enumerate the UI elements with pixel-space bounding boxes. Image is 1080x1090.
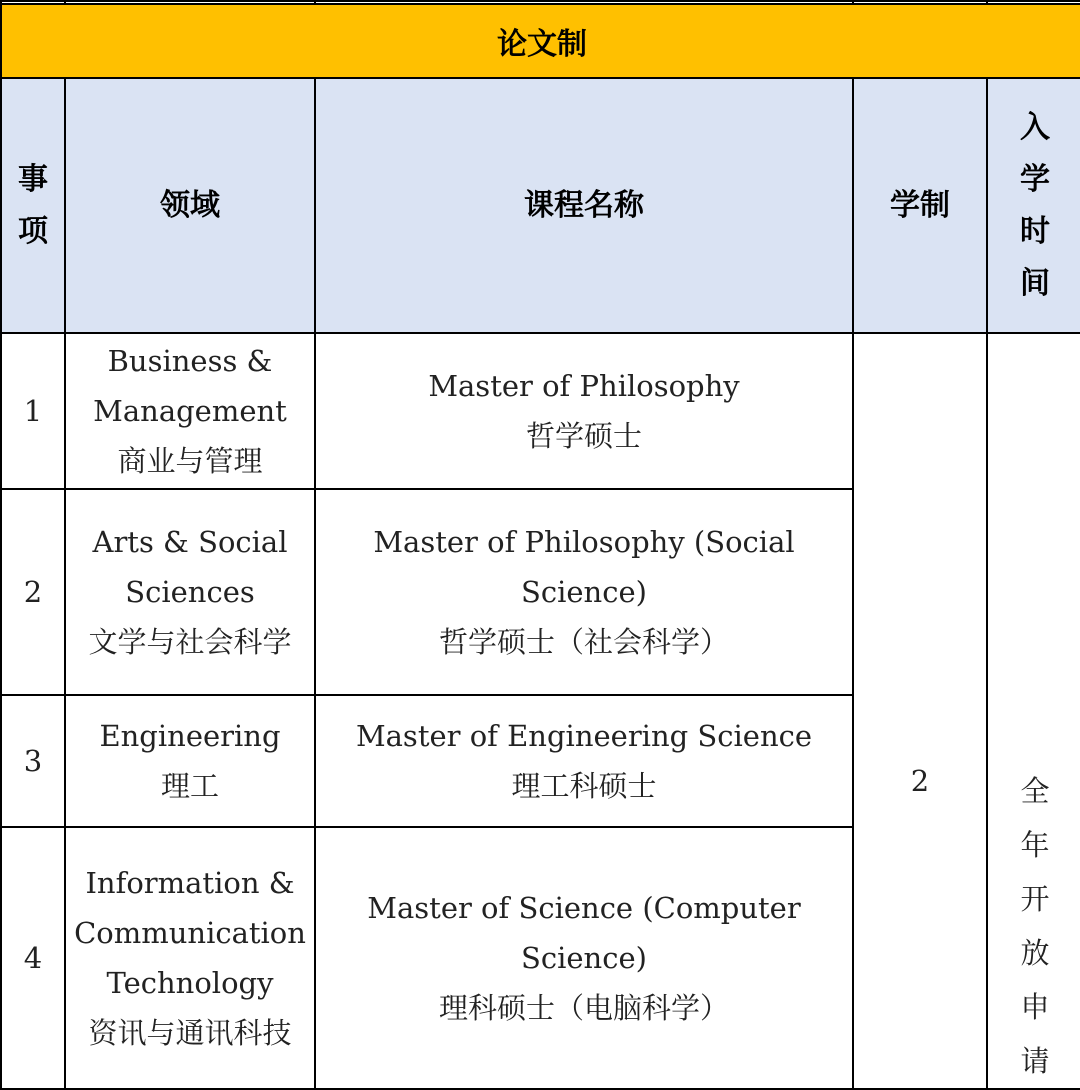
course-en: Master of Engineering Science [355,718,813,753]
section-title: 论文制 [1,4,1080,78]
course-en: Master of Philosophy [428,369,740,404]
section-banner [1,4,1080,78]
course-cn: 理工科硕士 [511,768,657,803]
course-en: Master of Science (Computer Science) [367,890,801,975]
row-field [65,695,315,827]
header-field: 领域 [65,78,315,333]
row-index: 1 [1,333,65,489]
row-field [65,333,315,489]
row-index: 4 [1,827,65,1089]
course-en: Master of Philosophy (Social Science) [373,525,795,610]
header-row [1,78,1080,333]
intake-value: 全年开放申请 [1020,774,1050,1078]
table-row [1,333,1080,489]
field-en: Information & Communication Technology [74,865,306,1000]
course-cn: 理科硕士（电脑科学） [438,990,729,1025]
field-en: Business & Management [93,344,287,429]
field-cn: 文学与社会科学 [88,625,292,660]
header-course: 课程名称 [315,78,853,333]
row-course [315,695,853,827]
row-field [65,489,315,695]
row-index: 2 [1,489,65,695]
field-en: Engineering [99,718,281,753]
field-cn: 资讯与通讯科技 [88,1015,292,1050]
duration-cell [853,333,987,1089]
row-course [315,489,853,695]
field-cn: 商业与管理 [117,444,263,479]
course-cn: 哲学硕士 [525,419,642,454]
intake-cell [987,333,1080,1089]
field-en: Arts & Social Sciences [92,525,288,610]
header-duration: 学制 [853,78,987,333]
header-intake: 入学时间 [987,78,1080,333]
course-cn: 哲学硕士（社会科学） [438,625,729,660]
row-index: 3 [1,695,65,827]
header-index: 事项 [1,78,65,333]
duration-value: 2 [910,764,930,798]
field-cn: 理工 [160,768,219,803]
row-course [315,333,853,489]
row-field [65,827,315,1089]
row-course [315,827,853,1089]
